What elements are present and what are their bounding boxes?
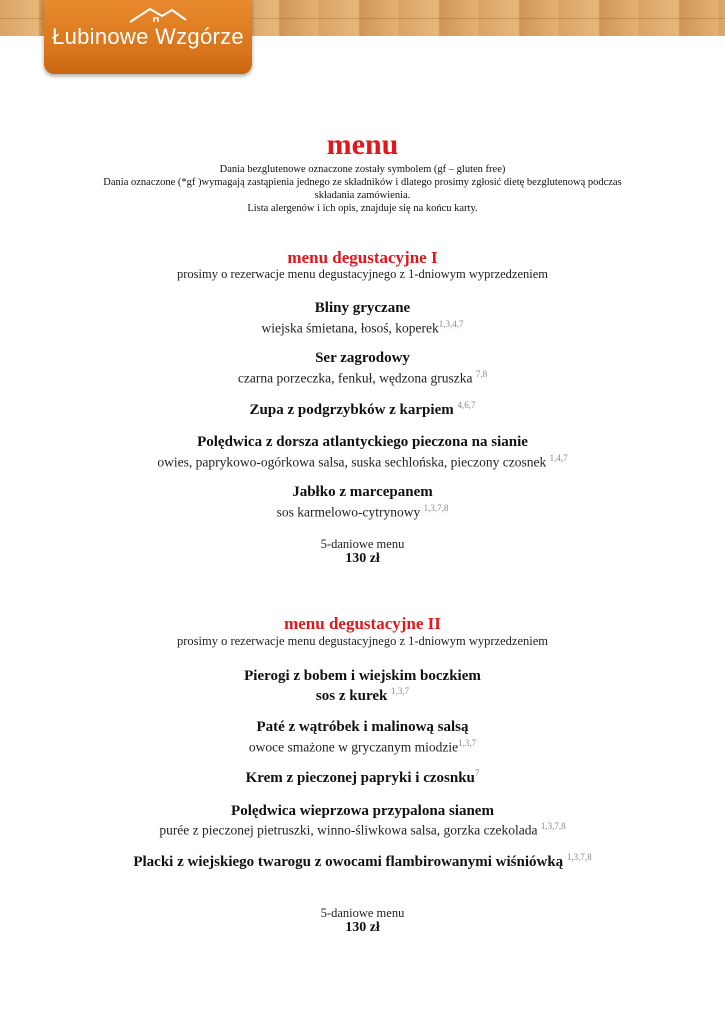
section-title-menu-1: menu degustacyjne I <box>287 248 438 267</box>
dish-description: purée z pieczonej pietruszki, winno-śliwkowa salsa, gorzka czekolada $^{1,3,7,8}$ <box>159 821 566 838</box>
allergen-codes: 1,3,7,8 <box>423 503 449 513</box>
course-count-menu-1: 5-daniowe menu <box>320 537 405 551</box>
allergen-codes: 1,3,4,7 <box>438 319 464 329</box>
house-roof-icon <box>128 6 188 24</box>
allergen-codes: 1,3,7 <box>391 686 410 696</box>
section-title-menu-2: menu degustacyjne II <box>284 614 441 633</box>
reservation-note-menu-2: prosimy o rezerwacje menu degustacyjnego z 1-dniowym wyprzedzeniem <box>176 634 549 648</box>
dish-description: sos karmelowo-cytrynowy $^{1,3,7,8}$ <box>276 503 449 520</box>
dish-name: Placki z wiejskiego twarogu z owocami flambirowanymi wiśniówką $^{1,3,7,8}$ <box>133 852 592 870</box>
dish-description: owoce smażone w gryczanym miodzie$^{1,3,7}$ <box>248 738 477 755</box>
dish-name: Polędwica z dorsza atlantyckiego pieczona na sianie <box>197 434 528 450</box>
dish-name: Ser zagrodowy <box>315 350 410 366</box>
dish-name: Pierogi z bobem i wiejskim boczkiem <box>244 668 481 684</box>
intro-line-2: Dania oznaczone (*gf )wymagają zastąpienia jednego ze składników i dlatego prosimy zgłosić dietę bezglutenową podczas <box>103 177 622 188</box>
allergen-codes: 7 <box>474 768 480 778</box>
reservation-note-menu-1: prosimy o rezerwacje menu degustacyjnego z 1-dniowym wyprzedzeniem <box>176 267 549 281</box>
price-menu-1: 130 zł <box>345 551 380 566</box>
dish-name: Paté z wątróbek i malinową salsą <box>256 719 469 735</box>
allergen-codes: 4,6,7 <box>457 400 476 410</box>
page-title: menu <box>326 128 399 161</box>
dish-name: Zupa z podgrzybków z karpiem $^{4,6,7}$ <box>249 400 476 418</box>
intro-line-1: Dania bezglutenowe oznaczone zostały symbolem (gf – gluten free) <box>219 164 506 175</box>
dish-name: Polędwica wieprzowa przypalona sianem <box>231 803 494 819</box>
allergen-codes: 1,3,7,8 <box>566 852 592 862</box>
dish-description: wiejska śmietana, łosoś, koperek$^{1,3,4,7}$ <box>261 319 464 336</box>
intro-line-3: składania zamówienia. <box>314 190 411 201</box>
dish-name: Jabłko z marcepanem <box>292 484 433 500</box>
allergen-codes: 7,8 <box>475 369 488 379</box>
logo[interactable] <box>44 0 252 74</box>
price-menu-2: 130 zł <box>345 920 380 935</box>
allergen-codes: 1,4,7 <box>549 453 568 463</box>
allergen-codes: 1,3,7,8 <box>540 821 566 831</box>
dish-description: owies, paprykowo-ogórkowa salsa, suska sechlońska, pieczony czosnek $^{1,4,7}$ <box>157 453 568 470</box>
dish-description: czarna porzeczka, fenkuł, wędzona gruszka $^{7,8}$ <box>237 369 488 386</box>
dish-name: Bliny gryczane <box>314 300 411 316</box>
dish-name: Krem z pieczonej papryki i czosnku$^7$ <box>245 768 480 786</box>
allergen-codes: 1,3,7 <box>458 738 477 748</box>
dish-name-line-2: sos z kurek $^{1,3,7}$ <box>315 686 410 704</box>
logo-text: Łubinowe Wzgórze <box>52 24 244 49</box>
intro-line-4: Lista alergenów i ich opis, znajduje się na końcu karty. <box>247 203 478 214</box>
course-count-menu-2: 5-daniowe menu <box>320 906 405 920</box>
